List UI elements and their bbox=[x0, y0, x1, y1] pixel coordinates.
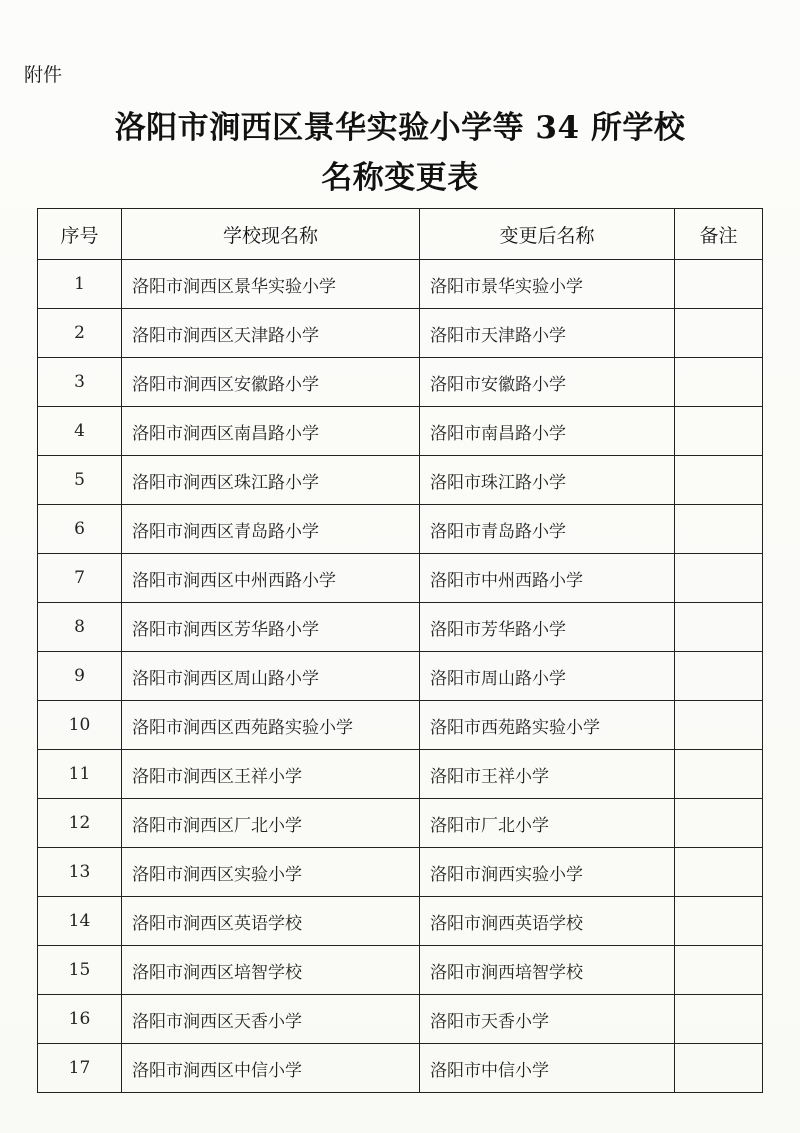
remarks-cell bbox=[675, 848, 763, 897]
current-name-cell: 洛阳市涧西区天香小学 bbox=[122, 995, 420, 1044]
row-number-cell: 9 bbox=[38, 652, 122, 701]
remarks-cell bbox=[675, 505, 763, 554]
table-row bbox=[38, 260, 763, 309]
remarks-cell bbox=[675, 603, 763, 652]
table-row bbox=[38, 652, 763, 701]
remarks-cell bbox=[675, 358, 763, 407]
current-name-cell: 洛阳市涧西区厂北小学 bbox=[122, 799, 420, 848]
header-no: 序号 bbox=[38, 209, 122, 260]
table-row bbox=[38, 505, 763, 554]
table-row bbox=[38, 995, 763, 1044]
remarks-cell bbox=[675, 309, 763, 358]
remarks-cell bbox=[675, 799, 763, 848]
row-number-cell: 15 bbox=[38, 946, 122, 995]
current-name-cell: 洛阳市涧西区南昌路小学 bbox=[122, 407, 420, 456]
current-name-cell: 洛阳市涧西区实验小学 bbox=[122, 848, 420, 897]
attachment-label: 附件 bbox=[24, 64, 63, 86]
remarks-cell bbox=[675, 456, 763, 505]
table-row bbox=[38, 407, 763, 456]
current-name-cell: 洛阳市涧西区中州西路小学 bbox=[122, 554, 420, 603]
header-new-name: 变更后名称 bbox=[420, 209, 675, 260]
new-name-cell: 洛阳市南昌路小学 bbox=[420, 407, 675, 456]
table-row bbox=[38, 554, 763, 603]
row-number-cell: 17 bbox=[38, 1044, 122, 1093]
current-name-cell: 洛阳市涧西区青岛路小学 bbox=[122, 505, 420, 554]
current-name-cell: 洛阳市涧西区天津路小学 bbox=[122, 309, 420, 358]
new-name-cell: 洛阳市周山路小学 bbox=[420, 652, 675, 701]
new-name-cell: 洛阳市天津路小学 bbox=[420, 309, 675, 358]
new-name-cell: 洛阳市涧西培智学校 bbox=[420, 946, 675, 995]
table-body bbox=[38, 260, 763, 1093]
table-header-row bbox=[38, 209, 763, 260]
new-name-cell: 洛阳市西苑路实验小学 bbox=[420, 701, 675, 750]
remarks-cell bbox=[675, 652, 763, 701]
remarks-cell bbox=[675, 1044, 763, 1093]
current-name-cell: 洛阳市涧西区珠江路小学 bbox=[122, 456, 420, 505]
table-row bbox=[38, 456, 763, 505]
new-name-cell: 洛阳市芳华路小学 bbox=[420, 603, 675, 652]
school-name-change-table bbox=[37, 208, 763, 1093]
current-name-cell: 洛阳市涧西区景华实验小学 bbox=[122, 260, 420, 309]
row-number-cell: 2 bbox=[38, 309, 122, 358]
table-row bbox=[38, 309, 763, 358]
remarks-cell bbox=[675, 260, 763, 309]
row-number-cell: 12 bbox=[38, 799, 122, 848]
table-row bbox=[38, 799, 763, 848]
current-name-cell: 洛阳市涧西区王祥小学 bbox=[122, 750, 420, 799]
current-name-cell: 洛阳市涧西区中信小学 bbox=[122, 1044, 420, 1093]
remarks-cell bbox=[675, 701, 763, 750]
row-number-cell: 10 bbox=[38, 701, 122, 750]
table-row bbox=[38, 1044, 763, 1093]
current-name-cell: 洛阳市涧西区安徽路小学 bbox=[122, 358, 420, 407]
row-number-cell: 5 bbox=[38, 456, 122, 505]
table-row bbox=[38, 848, 763, 897]
new-name-cell: 洛阳市安徽路小学 bbox=[420, 358, 675, 407]
table-row bbox=[38, 358, 763, 407]
remarks-cell bbox=[675, 995, 763, 1044]
new-name-cell: 洛阳市中信小学 bbox=[420, 1044, 675, 1093]
new-name-cell: 洛阳市景华实验小学 bbox=[420, 260, 675, 309]
table-row bbox=[38, 946, 763, 995]
row-number-cell: 3 bbox=[38, 358, 122, 407]
row-number-cell: 13 bbox=[38, 848, 122, 897]
new-name-cell: 洛阳市珠江路小学 bbox=[420, 456, 675, 505]
table-row bbox=[38, 603, 763, 652]
new-name-cell: 洛阳市涧西英语学校 bbox=[420, 897, 675, 946]
document-title-line-1: 洛阳市涧西区景华实验小学等 34 所学校 bbox=[114, 110, 686, 146]
remarks-cell bbox=[675, 897, 763, 946]
header-remarks: 备注 bbox=[675, 209, 763, 260]
row-number-cell: 7 bbox=[38, 554, 122, 603]
row-number-cell: 16 bbox=[38, 995, 122, 1044]
new-name-cell: 洛阳市青岛路小学 bbox=[420, 505, 675, 554]
new-name-cell: 洛阳市天香小学 bbox=[420, 995, 675, 1044]
current-name-cell: 洛阳市涧西区培智学校 bbox=[122, 946, 420, 995]
remarks-cell bbox=[675, 750, 763, 799]
row-number-cell: 6 bbox=[38, 505, 122, 554]
remarks-cell bbox=[675, 946, 763, 995]
current-name-cell: 洛阳市涧西区英语学校 bbox=[122, 897, 420, 946]
remarks-cell bbox=[675, 554, 763, 603]
table-row bbox=[38, 897, 763, 946]
new-name-cell: 洛阳市涧西实验小学 bbox=[420, 848, 675, 897]
new-name-cell: 洛阳市厂北小学 bbox=[420, 799, 675, 848]
row-number-cell: 14 bbox=[38, 897, 122, 946]
remarks-cell bbox=[675, 407, 763, 456]
document-title-line-2: 名称变更表 bbox=[321, 160, 479, 196]
current-name-cell: 洛阳市涧西区周山路小学 bbox=[122, 652, 420, 701]
row-number-cell: 1 bbox=[38, 260, 122, 309]
row-number-cell: 11 bbox=[38, 750, 122, 799]
header-current-name: 学校现名称 bbox=[122, 209, 420, 260]
current-name-cell: 洛阳市涧西区西苑路实验小学 bbox=[122, 701, 420, 750]
row-number-cell: 4 bbox=[38, 407, 122, 456]
new-name-cell: 洛阳市王祥小学 bbox=[420, 750, 675, 799]
table-row bbox=[38, 750, 763, 799]
new-name-cell: 洛阳市中州西路小学 bbox=[420, 554, 675, 603]
row-number-cell: 8 bbox=[38, 603, 122, 652]
current-name-cell: 洛阳市涧西区芳华路小学 bbox=[122, 603, 420, 652]
table-row bbox=[38, 701, 763, 750]
